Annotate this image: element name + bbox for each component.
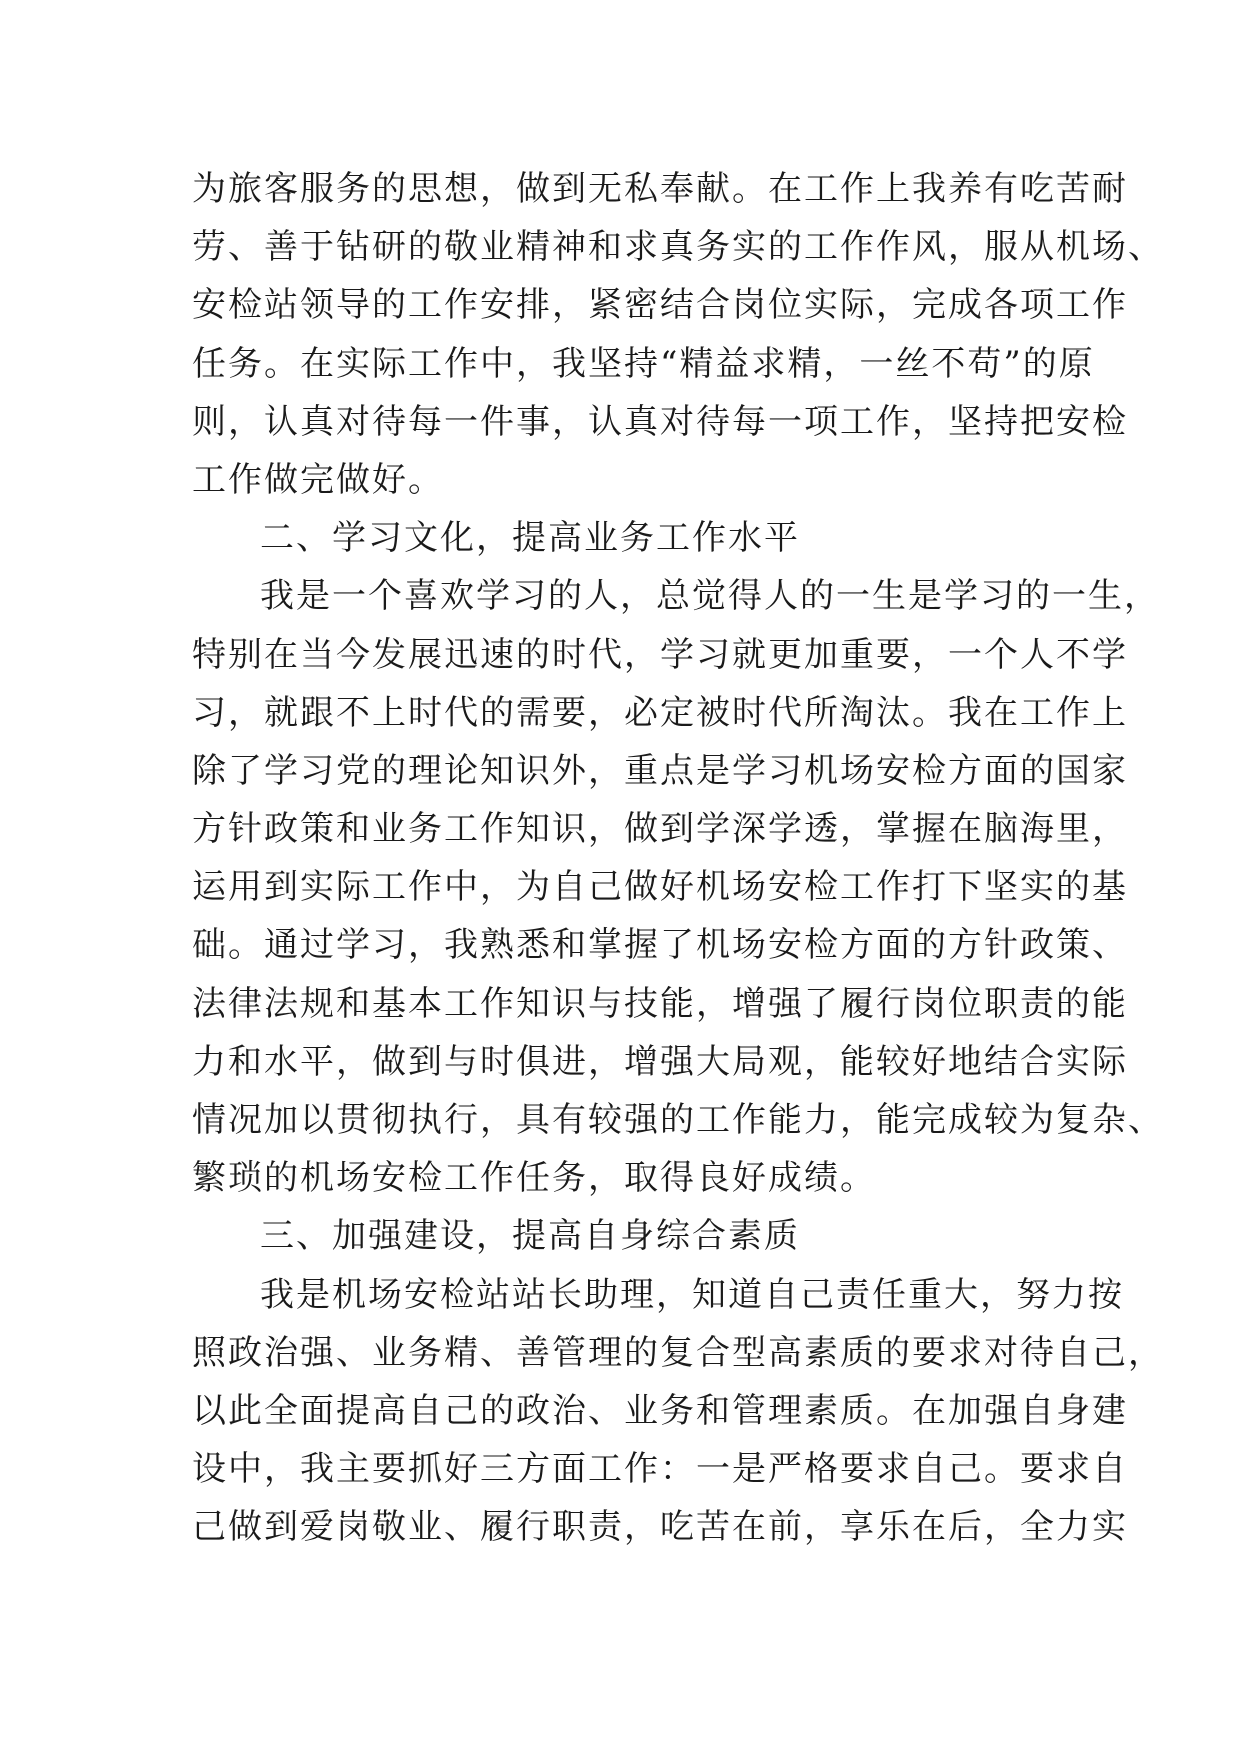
text-line: 设中，我主要抓好三方面工作：一是严格要求自己。要求自 bbox=[192, 1449, 1128, 1490]
text-line: 情况加以贯彻执行，具有较强的工作能力，能完成较为复杂、 bbox=[192, 1100, 1164, 1140]
text-line: 法律法规和基本工作知识与技能，增强了履行岗位职责的能 bbox=[192, 983, 1128, 1024]
text-line: 则，认真对待每一件事，认真对待每一项工作，坚持把安检 bbox=[192, 401, 1128, 442]
text-line: 特别在当今发展迅速的时代，学习就更加重要，一个人不学 bbox=[192, 634, 1128, 675]
text-line: 劳、善于钻研的敬业精神和求真务实的工作作风，服从机场、 bbox=[192, 227, 1164, 268]
text-line: 习，就跟不上时代的需要，必定被时代所淘汰。我在工作上 bbox=[192, 692, 1128, 733]
text-line: 工作做完做好。 bbox=[192, 459, 444, 500]
text-line: 除了学习党的理论知识外，重点是学习机场安检方面的国家 bbox=[192, 750, 1128, 791]
text-line: 方针政策和业务工作知识，做到学深学透，掌握在脑海里， bbox=[192, 809, 1128, 850]
text-line: 繁琐的机场安检工作任务，取得良好成绩。 bbox=[192, 1158, 876, 1199]
text-line: 运用到实际工作中，为自己做好机场安检工作打下坚实的基 bbox=[192, 867, 1128, 908]
paragraph-first-line: 我是机场安检站站长助理，知道自己责任重大，努力按 bbox=[260, 1274, 1124, 1315]
section-heading: 二、学习文化，提高业务工作水平 bbox=[260, 518, 800, 559]
text-line: 以此全面提高自己的政治、业务和管理素质。在加强自身建 bbox=[192, 1390, 1128, 1431]
text-line: 照政治强、业务精、善管理的复合型高素质的要求对待自己， bbox=[192, 1332, 1164, 1373]
text-line: 为旅客服务的思想，做到无私奉献。在工作上我养有吃苦耐 bbox=[192, 169, 1128, 209]
text-line: 任务。在实际工作中，我坚持“精益求精，一丝不苟”的原 bbox=[192, 343, 1095, 384]
section-heading: 三、加强建设，提高自身综合素质 bbox=[260, 1216, 800, 1257]
text-line: 础。通过学习，我熟悉和掌握了机场安检方面的方针政策、 bbox=[192, 925, 1128, 966]
text-line: 安检站领导的工作安排，紧密结合岗位实际，完成各项工作 bbox=[192, 285, 1128, 326]
text-line: 己做到爱岗敬业、履行职责，吃苦在前，享乐在后，全力实 bbox=[192, 1507, 1128, 1548]
document-body bbox=[192, 160, 1164, 1557]
text-line: 力和水平，做到与时俱进，增强大局观，能较好地结合实际 bbox=[192, 1041, 1128, 1082]
paragraph-first-line: 我是一个喜欢学习的人，总觉得人的一生是学习的一生， bbox=[260, 576, 1160, 617]
